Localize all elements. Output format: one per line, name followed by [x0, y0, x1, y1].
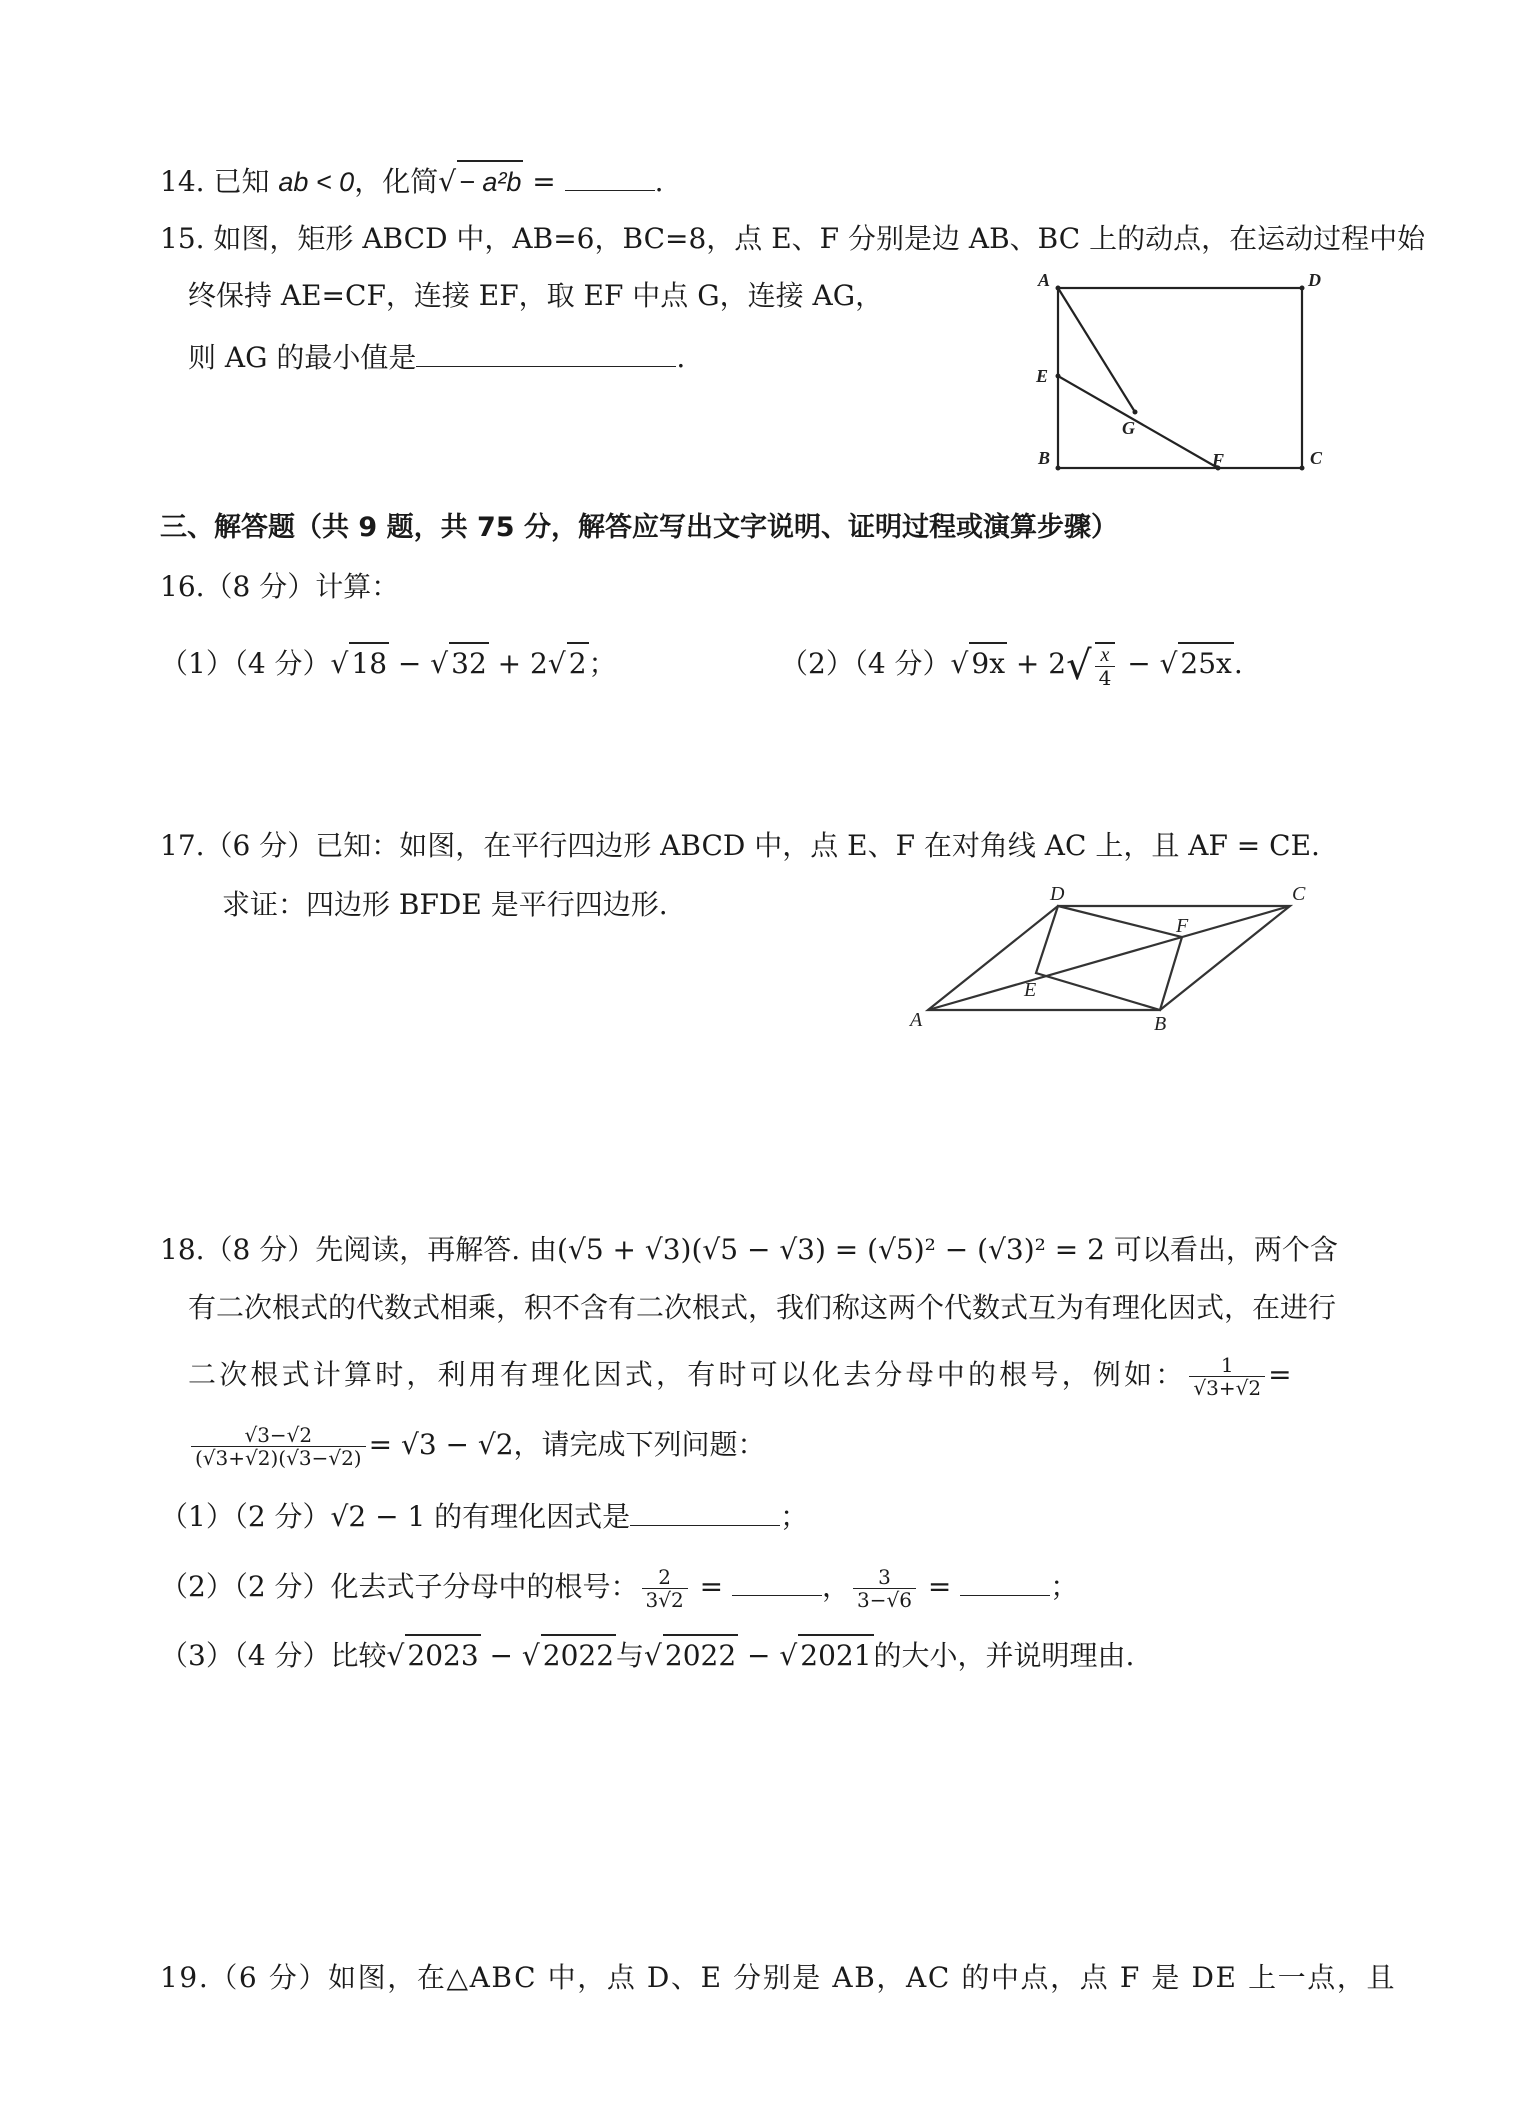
q18-ex-num: 1 — [1189, 1354, 1265, 1377]
q18-part1 — [160, 1497, 808, 1537]
q16-p2-sqrt-a: √ 9x — [951, 642, 1007, 684]
q18-p2-sep: ， — [822, 1570, 851, 1603]
q16-p2-sqrt-b: √ 25x — [1160, 642, 1234, 684]
q16-p2-label: （2）（4 分） — [780, 647, 951, 680]
q18-p2-label: （2）（2 分）化去式子分母中的根号： — [160, 1570, 639, 1603]
segment-ef — [1058, 376, 1218, 468]
rect-abcd — [1058, 288, 1302, 468]
q17-line2: 求证：四边形 BFDE 是平行四边形. — [222, 888, 668, 921]
q18-p3-sqrt-c: √ 2022 — [644, 1634, 738, 1676]
q16-p2-sqrt-frac: √ — [1066, 643, 1092, 689]
q18-line3-text: 二次根式计算时，利用有理化因式，有时可以化去分母中的根号，例如： — [188, 1358, 1187, 1391]
q18-p2-f1-num: 2 — [642, 1566, 688, 1589]
q18-p2-eq2: = — [918, 1570, 961, 1603]
q18-p3-rad-a: 2023 — [405, 1634, 480, 1676]
q16-p2-op1: + 2 — [1006, 647, 1067, 680]
q16-p1-op1: − — [389, 647, 431, 680]
label-d: D — [1308, 270, 1321, 290]
q18-p2-f1-den: 3√2 — [645, 1588, 684, 1612]
section3-heading: 三、解答题（共 9 题，共 75 分，解答应写出文字说明、证明过程或演算步骤） — [160, 512, 1118, 543]
q18-p3-sqrt-b: √ 2022 — [522, 1634, 616, 1676]
q16-part2 — [780, 642, 1243, 689]
q18-part2 — [160, 1566, 1078, 1611]
q18-line4-end: ，请完成下列问题： — [513, 1428, 766, 1461]
label-b: B — [1038, 448, 1051, 468]
q16-p1-end: ； — [588, 647, 617, 680]
q16-p2-frac-num: x — [1095, 644, 1116, 667]
q18-line2: 有二次根式的代数式相乘，积不含有二次根式，我们称这两个代数式互为有理化因式，在进行 — [188, 1291, 1337, 1324]
q18-p1-end: ； — [780, 1500, 809, 1533]
q14-text1: 已知 — [213, 165, 270, 198]
q18-p3-label: （3）（4 分）比较 — [160, 1639, 387, 1672]
q16-p2-frac — [1095, 642, 1116, 689]
q18-p1-answer-blank[interactable] — [630, 1497, 780, 1526]
q15-answer-blank[interactable] — [416, 338, 676, 367]
q17-line1: 17.（6 分）已知：如图，在平行四边形 ABCD 中，点 E、F 在对角线 AC 上，且 AF = CE. — [160, 829, 1320, 862]
q16-p2-frac-den: 4 — [1098, 666, 1112, 690]
q18-p2-answer-blank1[interactable] — [732, 1567, 822, 1596]
q15-end: . — [676, 341, 686, 374]
q16-p2-rad-a: 9x — [969, 642, 1007, 684]
q18-p3-rad-b: 2022 — [541, 1634, 616, 1676]
q18-p3-sqrt-a: √ 2023 — [387, 1634, 481, 1676]
q14-condition: ab < 0 — [278, 167, 355, 197]
q15-line3-text: 则 AG 的最小值是 — [188, 341, 417, 374]
q18-line3 — [188, 1354, 1295, 1399]
q16-p2-rad-b: 25x — [1178, 642, 1233, 684]
q18-p3-rad-c: 2022 — [663, 1634, 738, 1676]
q18-p2-eq1: = — [690, 1570, 732, 1603]
q15-line2: 终保持 AE=CF，连接 EF，取 EF 中点 G，连接 AG， — [188, 279, 884, 312]
q16-part1 — [160, 642, 617, 684]
q15-rectangle-figure — [1030, 268, 1330, 478]
q15-line1: 15. 如图，矩形 ABCD 中，AB=6，BC=8，点 E、F 分别是边 AB、BC 上的动点，在运动过程中始 — [160, 222, 1426, 255]
q17-parallelogram-figure — [900, 880, 1320, 1040]
q16-p1-rad-b: 32 — [449, 642, 489, 684]
label-e: E — [1036, 366, 1049, 386]
label-f: F — [1176, 915, 1189, 937]
q16-p1-sqrt-a: √ 18 — [331, 642, 389, 684]
q18-p2-end: ； — [1050, 1570, 1079, 1603]
label-g: G — [1122, 418, 1135, 438]
q18-ex-den: √3+√2 — [1193, 1376, 1262, 1400]
q16-p1-rad-a: 18 — [349, 642, 389, 684]
label-d: D — [1050, 883, 1065, 905]
q18-p1-text: 的有理化因式是 — [425, 1500, 631, 1533]
q18-example-frac2 — [191, 1424, 366, 1469]
q16-p1-sqrt-c: √ 2 — [548, 642, 589, 684]
q18-p3-rad-d: 2021 — [798, 1634, 873, 1676]
q16-p1-op2: + 2 — [488, 647, 548, 680]
q14-end: . — [654, 165, 664, 198]
q18-ex2-num: √3−√2 — [191, 1424, 366, 1447]
q18-ex2-res: = √3 − √2 — [368, 1428, 514, 1461]
q18-ex2-den: (√3+√2)(√3−√2) — [195, 1446, 362, 1470]
label-c: C — [1292, 883, 1306, 905]
q18-p3-sqrt-d: √ 2021 — [779, 1634, 873, 1676]
q16-p2-op2: − — [1118, 647, 1160, 680]
q18-ex-eq: = — [1268, 1358, 1295, 1391]
q15-line3 — [188, 338, 685, 378]
q18-p3-end: 的大小，并说明理由. — [873, 1639, 1135, 1672]
q18-part3: （3）（4 分）比较√ 2023 − √ 2022与√ 2022 − √ 2021的大小，并说明理由. — [160, 1634, 1134, 1676]
q16-p1-rad-c: 2 — [567, 642, 589, 684]
q19-line1: 19.（6 分）如图，在△ABC 中，点 D、E 分别是 AB，AC 的中点，点 F 是 DE 上一点，且 — [160, 1961, 1397, 1994]
label-e: E — [1024, 979, 1037, 1001]
q18-expr1: √5 + √3)(√5 − √3) = (√5)² − (√3)² = 2 — [567, 1233, 1105, 1266]
q14-radicand: − a²b — [457, 160, 523, 202]
q18-p2-frac2 — [853, 1566, 916, 1611]
q18-line1-end: 可以看出，两个含 — [1113, 1233, 1338, 1266]
q18-p2-f2-den: 3−√6 — [857, 1588, 912, 1612]
q18-line1-text: 18.（8 分）先阅读，再解答. 由( — [160, 1233, 568, 1266]
q16-title: 16.（8 分）计算： — [160, 570, 400, 603]
q18-example-frac1 — [1189, 1354, 1265, 1399]
q14-sqrt: √ − a²b — [438, 160, 523, 202]
q18-p2-f2-num: 3 — [853, 1566, 916, 1589]
q18-p1-expr: √2 − 1 — [330, 1500, 426, 1533]
q14-number: 14. — [160, 165, 205, 198]
label-a: A — [1038, 270, 1051, 290]
q16-p2-end: . — [1233, 647, 1243, 680]
label-c: C — [1310, 448, 1323, 468]
q16-p1-label: （1）（4 分） — [160, 647, 331, 680]
q18-p2-frac1 — [642, 1566, 688, 1611]
q18-p1-label: （1）（2 分） — [160, 1500, 331, 1533]
q18-p3-mid: 与 — [616, 1639, 645, 1672]
label-f: F — [1212, 450, 1225, 470]
q14-line — [160, 160, 664, 202]
q18-p2-answer-blank2[interactable] — [960, 1567, 1050, 1596]
q18-line1 — [160, 1230, 1338, 1270]
label-a: A — [910, 1009, 923, 1031]
label-b: B — [1154, 1013, 1167, 1035]
q16-p1-sqrt-b: √ 32 — [430, 642, 488, 684]
q14-answer-blank[interactable] — [565, 162, 655, 191]
segment-ag — [1058, 288, 1135, 412]
q14-equals: = — [532, 165, 556, 198]
q14-text2: ，化简 — [354, 165, 439, 198]
q18-line4 — [188, 1424, 766, 1469]
